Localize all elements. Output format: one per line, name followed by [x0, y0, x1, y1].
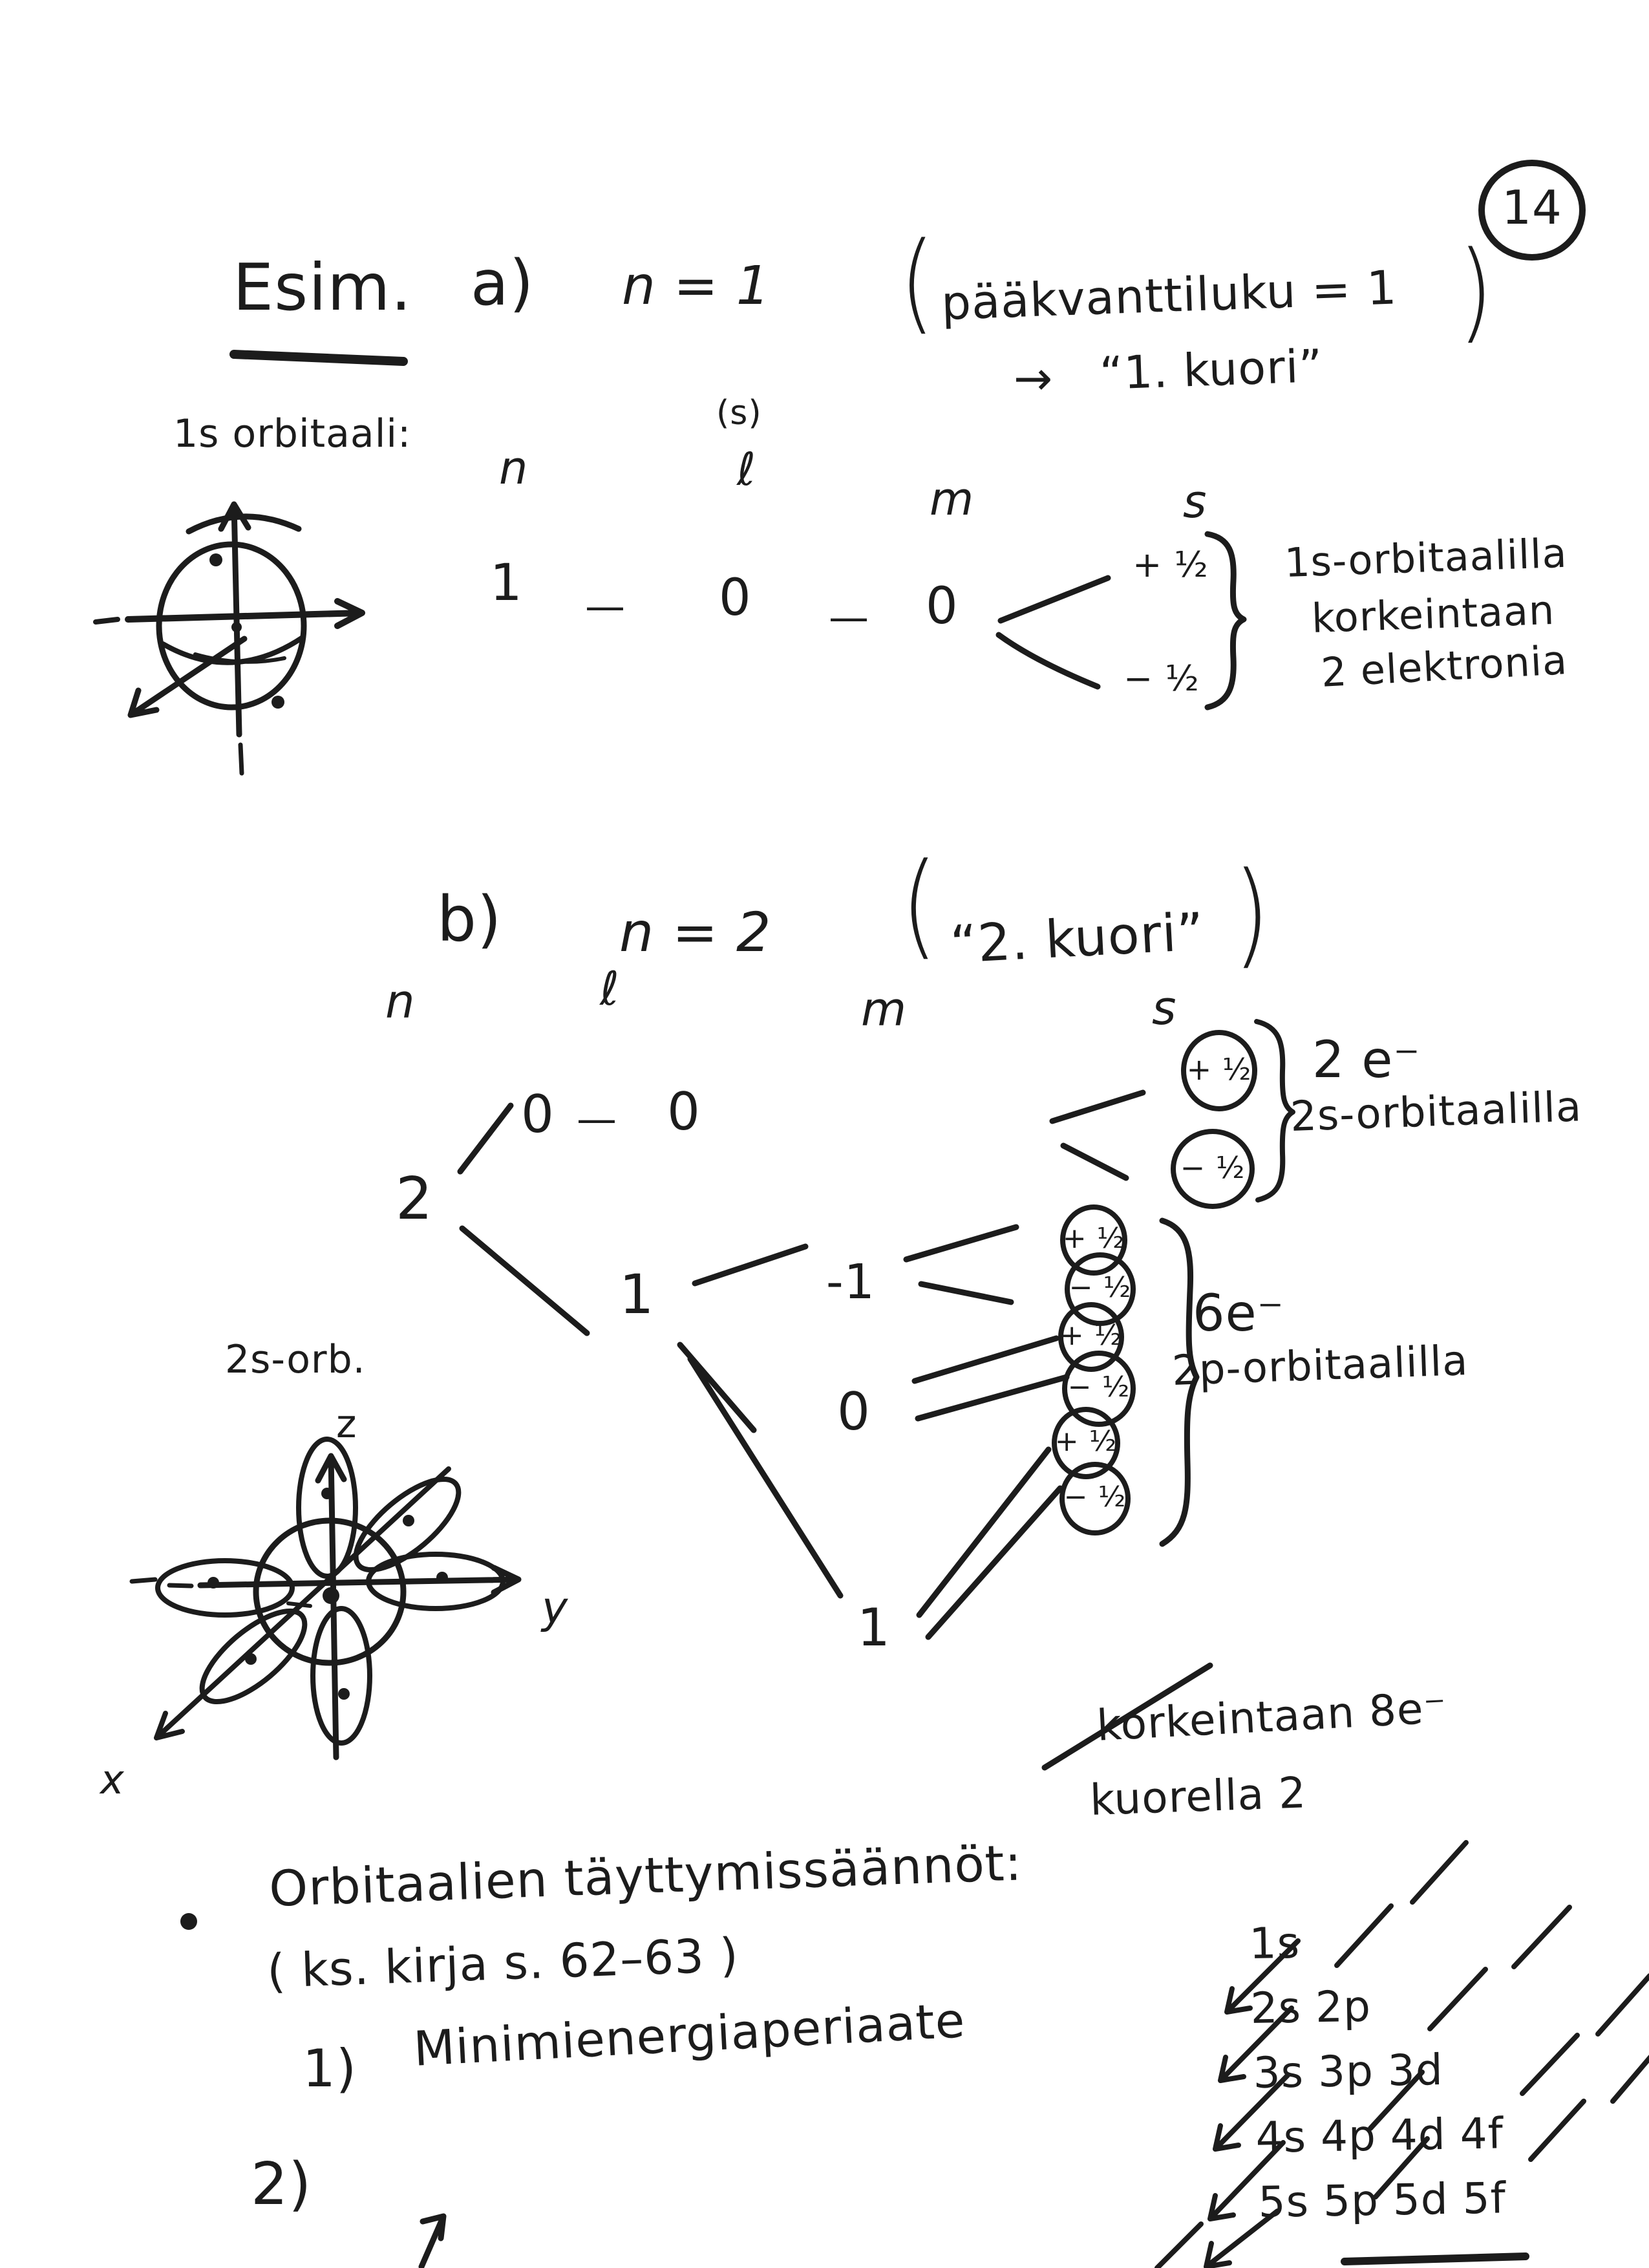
table1-val-n: 1: [490, 554, 523, 612]
spin-2s-down: − ½: [1180, 1150, 1246, 1185]
orbital-1s-label: 1s orbitaali:: [173, 411, 412, 456]
table1-col-m: m: [930, 473, 975, 526]
y-axis-label: y: [542, 1583, 569, 1634]
tree-l0-value: 0: [521, 1084, 555, 1144]
paren-open-a: (: [900, 219, 935, 345]
table1-col-s: s: [1183, 475, 1207, 528]
brace-1s: [1207, 534, 1244, 707]
aufbau-row-3: 3s 3p 3d: [1252, 2044, 1444, 2098]
tree-m-one-value: 1: [857, 1598, 891, 1658]
spin-2p-4: − ½: [1067, 1371, 1131, 1404]
table1-val-l: 0: [719, 569, 752, 627]
count-2s: 2 e⁻: [1312, 1031, 1421, 1089]
item-a-equation: n = 1: [622, 255, 771, 317]
spin-2p-2: − ½: [1069, 1271, 1132, 1305]
table1-col-n: n: [499, 442, 529, 495]
shell-max-note-line2: kuorella 2: [1089, 1768, 1308, 1825]
z-axis-label: z: [336, 1402, 357, 1447]
orbital-flower-diagram: [132, 1439, 518, 1757]
tree-m0-value: 0: [667, 1082, 701, 1142]
tree-col-n: n: [385, 974, 416, 1029]
label-2s-orbital: 2s-orbitaalilla: [1289, 1083, 1583, 1141]
item-a-shell-note: “1. kuori”: [1098, 339, 1324, 400]
label-2p-orbital: 2p-orbitaalilla: [1171, 1337, 1469, 1395]
table1-note-line2: korkeintaan: [1310, 586, 1556, 642]
rule1-label: 1): [303, 2038, 357, 2099]
item-b-equation: n = 2: [619, 901, 772, 964]
spin-2p-6: − ½: [1063, 1481, 1127, 1514]
x-axis-label: x: [100, 1756, 125, 1803]
table1-dash1: —: [585, 583, 626, 630]
rule2-label: 2): [251, 2150, 312, 2218]
item-a-paren-note: pääkvanttiluku = 1: [940, 260, 1398, 330]
y-axis: [200, 1568, 518, 1592]
rules-reference: ( ks. kirja s. 62–63 ): [266, 1927, 740, 1998]
table1-spin-down: − ½: [1123, 658, 1200, 699]
spin-2p-5: + ½: [1054, 1425, 1118, 1459]
count-2p: 6e⁻: [1193, 1285, 1284, 1343]
tree-n-value: 2: [396, 1165, 434, 1233]
table1-col-l: ℓ: [737, 443, 756, 496]
sphere-diagram: [96, 504, 362, 773]
orbital-2s-label: 2s-orb.: [225, 1337, 366, 1382]
shell-max-note-line1: korkeintaan 8e⁻: [1095, 1682, 1449, 1751]
bullet-dot: [180, 1913, 197, 1930]
paren-close-b: ): [1233, 848, 1271, 980]
aufbau-row-5: 5s 5p 5d 5f: [1257, 2173, 1507, 2227]
tree-dash: —: [577, 1095, 617, 1142]
tree-branch-lines: [460, 1093, 1143, 1637]
table1-col-s-note: (s): [716, 394, 762, 433]
aufbau-row-4: 4s 4p 4d 4f: [1255, 2108, 1504, 2163]
aufbau-row-2: 2s 2p: [1250, 1981, 1372, 2033]
spin-2p-1: + ½: [1062, 1222, 1125, 1256]
paren-close-a: ): [1458, 228, 1494, 354]
tree-m-zero-value: 0: [837, 1382, 871, 1442]
brace-2s: [1257, 1022, 1293, 1200]
table1-spin-up: + ½: [1133, 544, 1209, 585]
table1-dash2: —: [829, 594, 869, 641]
page-title: Esim.: [233, 250, 412, 325]
title-underline: [234, 354, 403, 361]
item2-arrow: [421, 2216, 443, 2267]
item-a-label: a): [471, 247, 535, 319]
tree-l1-value: 1: [619, 1263, 655, 1326]
tree-col-m: m: [861, 982, 908, 1036]
table-1s-fork-lines: [999, 578, 1108, 687]
item-b-paren-note: “2. kuori”: [948, 901, 1206, 975]
rule1-text: Minimienergiaperiaate: [412, 1993, 967, 2077]
arrow-icon: →: [1014, 351, 1054, 405]
spin-2p-3: + ½: [1059, 1319, 1123, 1353]
paren-open-b: (: [901, 839, 939, 971]
aufbau-row-1: 1s: [1248, 1918, 1301, 1969]
page-number: 14: [1502, 180, 1562, 235]
rules-title: Orbitaalien täyttymissäännöt:: [268, 1834, 1023, 1918]
table1-note-line3: 2 elektronia: [1319, 636, 1569, 696]
tree-col-l: ℓ: [600, 961, 620, 1016]
item-b-label: b): [437, 883, 502, 956]
tree-m-minus1-value: -1: [826, 1254, 875, 1310]
spin-2s-up: + ½: [1186, 1051, 1252, 1087]
tree-col-s: s: [1152, 981, 1177, 1035]
table1-val-m: 0: [926, 577, 959, 636]
table1-note-line1: 1s-orbitaalilla: [1283, 529, 1568, 586]
